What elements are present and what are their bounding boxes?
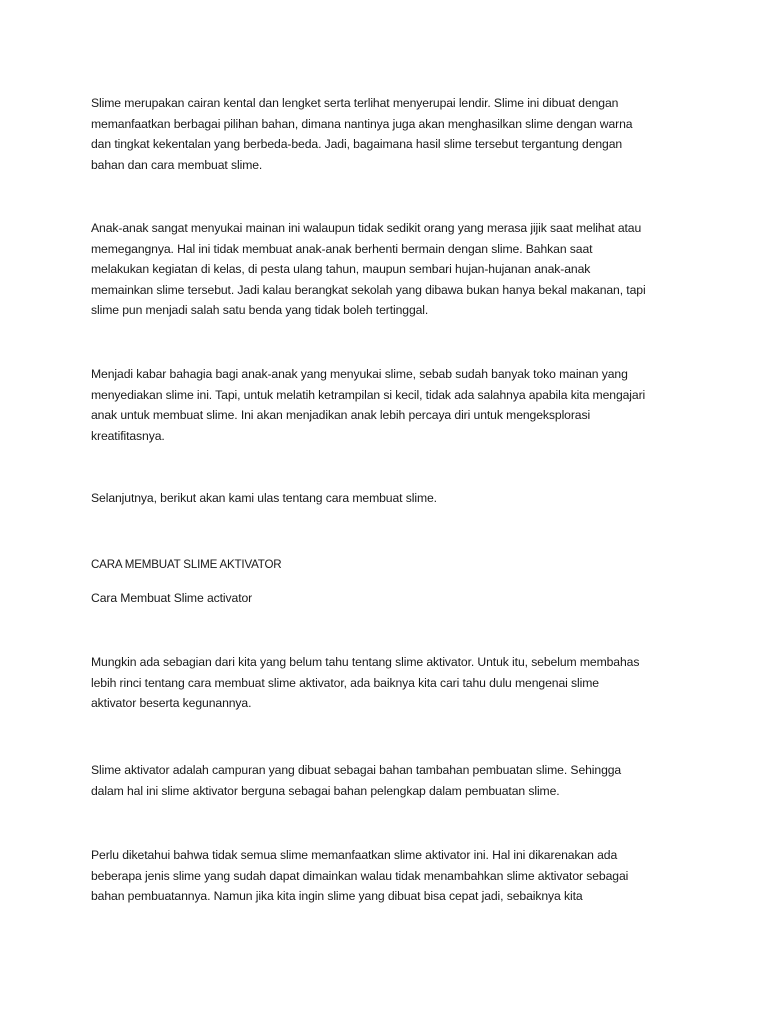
paragraph-activator-definition xyxy=(91,760,681,801)
text-line: menyediakan slime ini. Tapi, untuk melatih ketrampilan si kecil, tidak ada salahnya apabila kita mengajari xyxy=(91,387,646,402)
text-line: kreatifitasnya. xyxy=(91,428,165,443)
text-line: Perlu diketahui bahwa tidak semua slime memanfaatkan slime aktivator ini. Hal ini dikarenakan ada xyxy=(91,848,618,862)
paragraph-activator-intro xyxy=(91,652,681,714)
text-line: dan tingkat kekentalan yang berbeda-beda. Jadi, bagaimana hasil slime tersebut tergantung dengan xyxy=(91,137,623,151)
section-heading xyxy=(91,555,681,576)
text-line: Slime aktivator adalah campuran yang dibuat sebagai bahan tambahan pembuatan slime. Sehingga xyxy=(91,763,622,777)
text-line: dalam hal ini slime aktivator berguna sebagai bahan pelengkap dalam pembuatan slime. xyxy=(91,783,560,798)
text-line: slime pun menjadi salah satu benda yang tidak boleh tertinggal. xyxy=(91,303,429,317)
text-line: Slime merupakan cairan kental dan lengket serta terlihat menyerupai lendir. Slime ini dibuat dengan xyxy=(91,96,619,110)
subheading-text: Cara Membuat Slime activator xyxy=(91,591,253,605)
text-line: Mungkin ada sebagian dari kita yang belum tahu tentang slime aktivator. Untuk itu, sebelum membahas xyxy=(91,655,640,669)
paragraph-children-like-slime xyxy=(91,218,681,321)
paragraph-activator-usage xyxy=(91,845,681,907)
paragraph-intro xyxy=(91,93,681,175)
heading-text: CARA MEMBUAT SLIME AKTIVATOR xyxy=(91,558,282,571)
text-line: memanfaatkan berbagai pilihan bahan, dimana nantinya juga akan menghasilkan slime dengan warna xyxy=(91,116,633,131)
section-subheading xyxy=(91,588,681,609)
text-line: Selanjutnya, berikut akan kami ulas tentang cara membuat slime. xyxy=(91,491,437,505)
text-line: beberapa jenis slime yang sudah dapat dimainkan walau tidak menambahkan slime aktivator sebagai xyxy=(91,868,629,883)
text-line: anak untuk membuat slime. Ini akan menjadikan anak lebih percaya diri untuk mengeksplorasi xyxy=(91,408,591,422)
text-line: bahan dan cara membuat slime. xyxy=(91,157,263,172)
text-line: lebih rinci tentang cara membuat slime aktivator, ada baiknya kita cari tahu dulu mengenai slime xyxy=(91,675,599,690)
paragraph-next xyxy=(91,488,681,509)
text-line: Anak-anak sangat menyukai mainan ini walaupun tidak sedikit orang yang merasa jijik saat melihat atau xyxy=(91,221,642,235)
text-line: melakukan kegiatan di kelas, di pesta ulang tahun, maupun sembari hujan-hujanan anak-anak xyxy=(91,262,591,276)
text-line: Menjadi kabar bahagia bagi anak-anak yang menyukai slime, sebab sudah banyak toko mainan yang xyxy=(91,367,628,381)
text-line: bahan pembuatannya. Namun jika kita ingin slime yang dibuat bisa cepat jadi, sebaiknya kita xyxy=(91,889,583,903)
text-line: memainkan slime tersebut. Jadi kalau berangkat sekolah yang dibawa bukan hanya bekal makanan, tapi xyxy=(91,282,646,297)
text-line: aktivator beserta kegunannya. xyxy=(91,696,252,710)
paragraph-good-news xyxy=(91,364,681,446)
text-line: memegangnya. Hal ini tidak membuat anak-anak berhenti bermain dengan slime. Bahkan saat xyxy=(91,241,593,256)
